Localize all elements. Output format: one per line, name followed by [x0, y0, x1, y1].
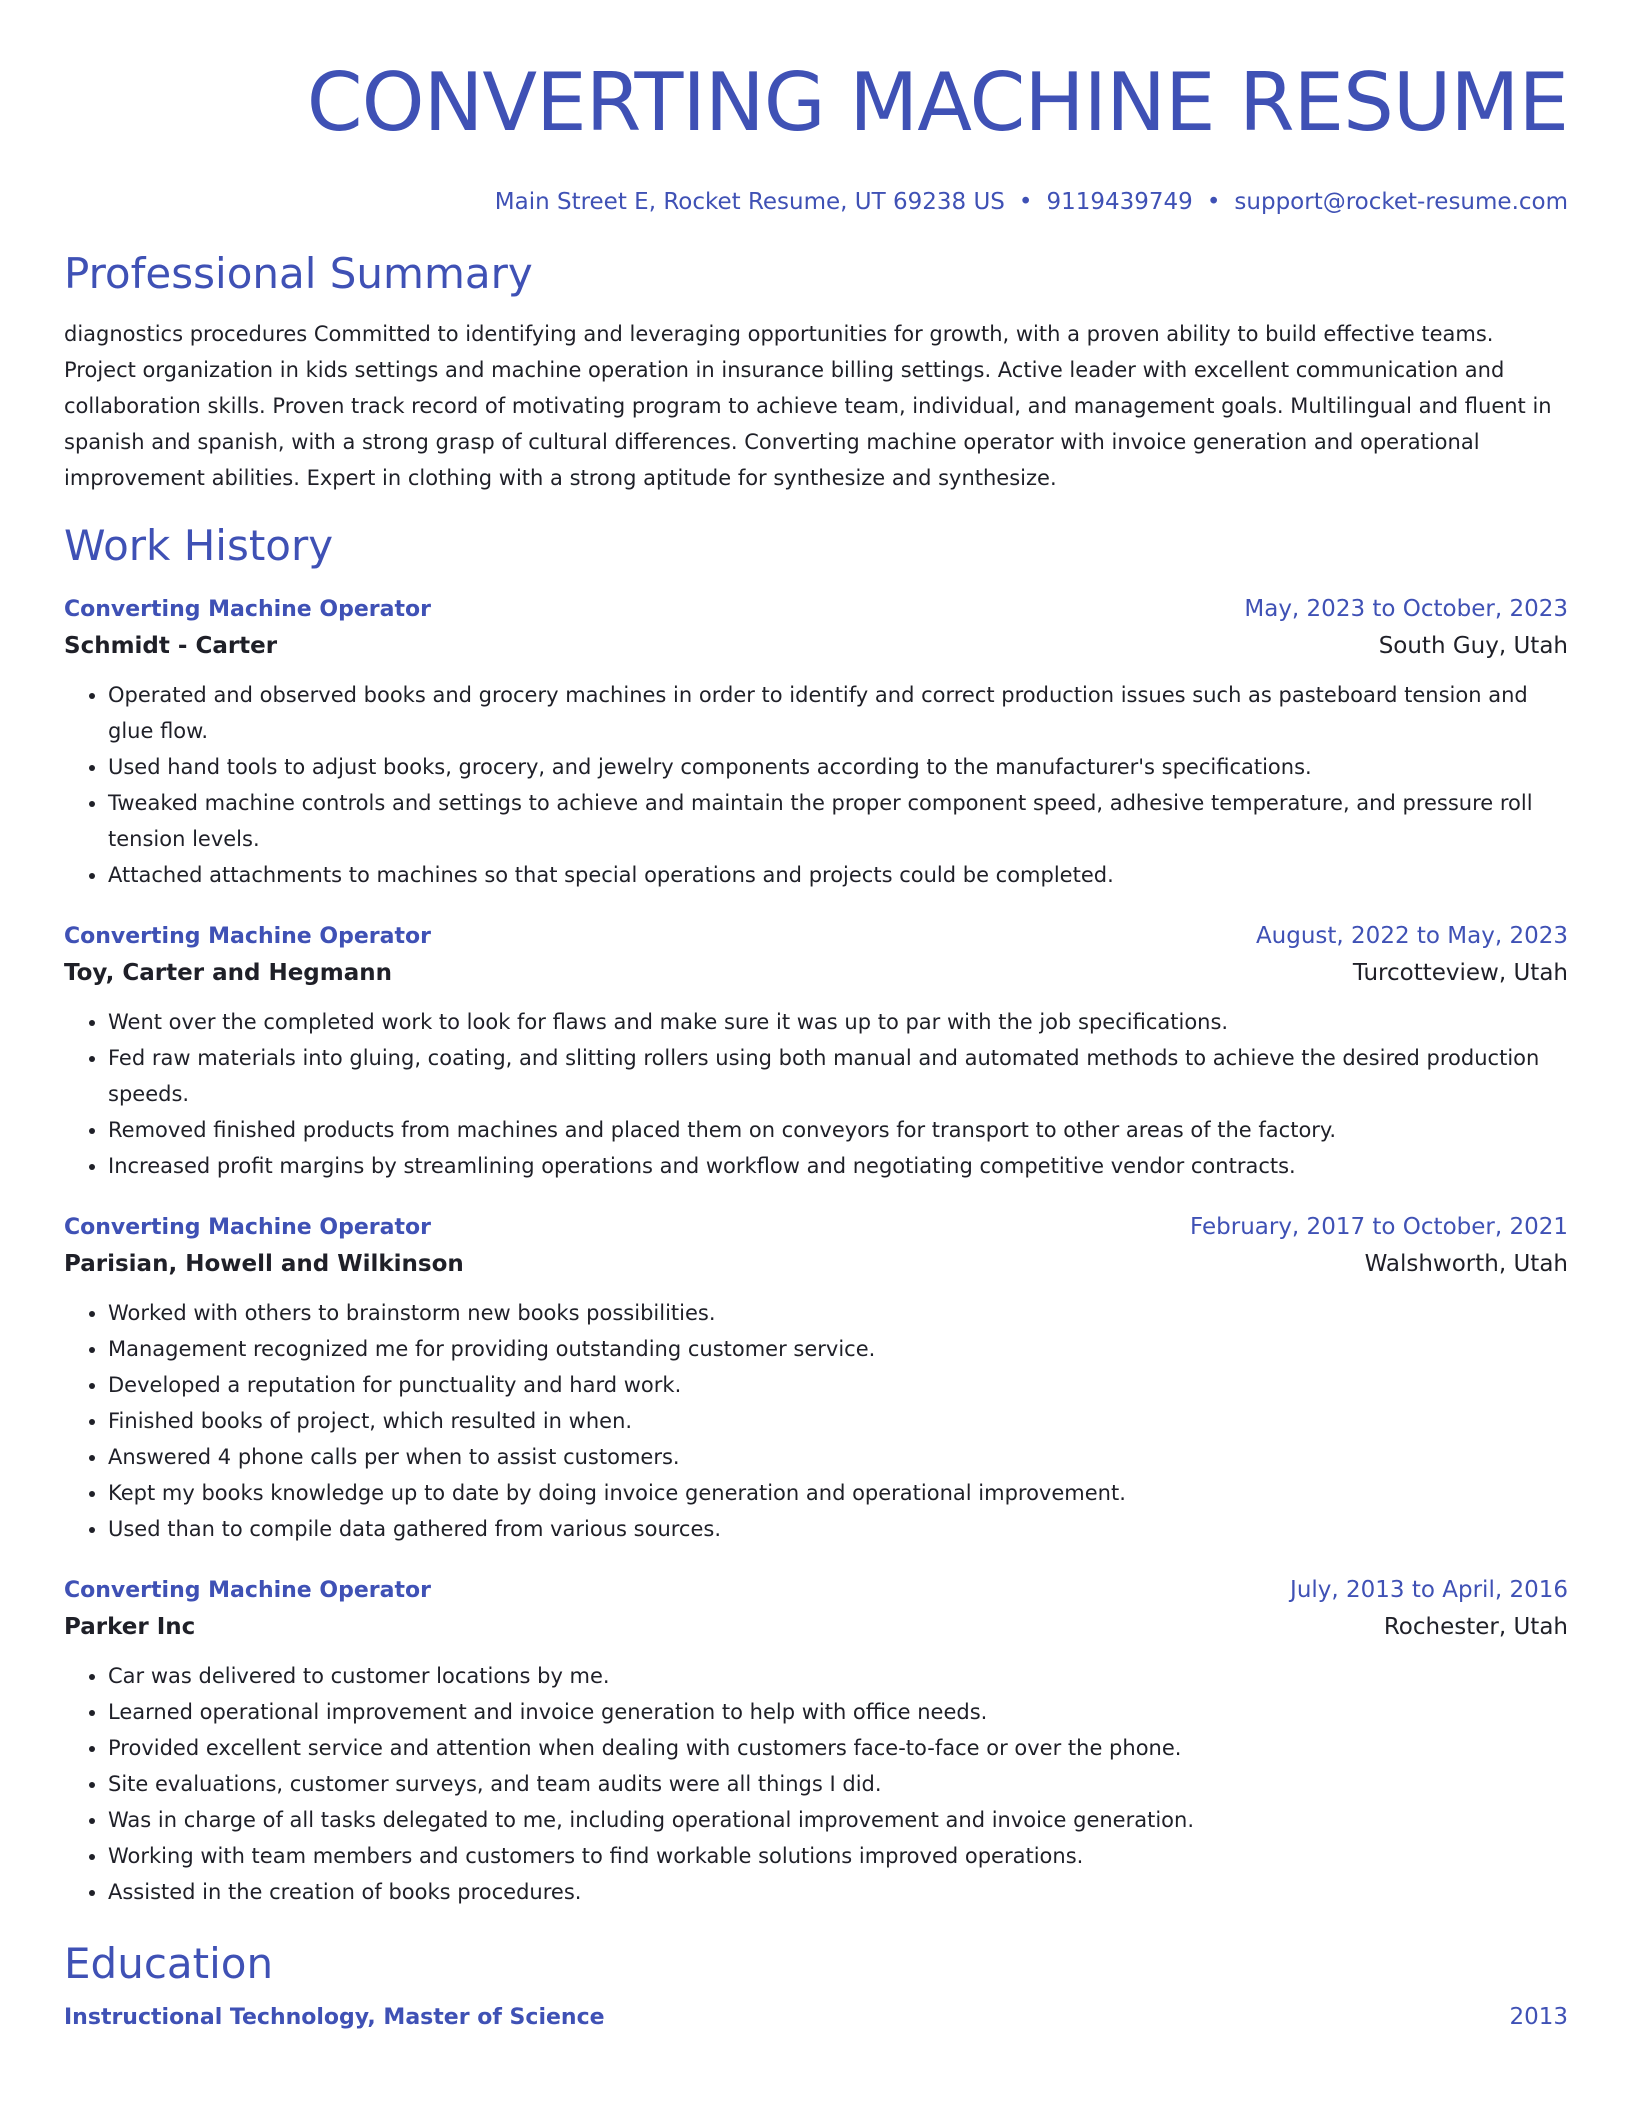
job-dates: February, 2017 to October, 2021: [1190, 1214, 1568, 1240]
job-bullet: • Car was delivered to customer locations by me.: [108, 1658, 1568, 1694]
job-bullet: • Tweaked machine controls and settings to achieve and maintain the proper component speed, adhesive temperature, and pressure roll tension levels.: [108, 785, 1568, 857]
education-entry: [64, 2000, 1568, 2035]
job-entry: [64, 919, 1568, 1184]
job-bullet: • Used than to compile data gathered from various sources.: [108, 1511, 1568, 1547]
job-header-row: [64, 1573, 1568, 1608]
job-bullet-list: [64, 1004, 1568, 1184]
job-bullet: • Working with team members and customers to find workable solutions improved operations.: [108, 1838, 1568, 1874]
job-bullet: • Removed finished products from machines and placed them on conveyors for transport to other areas of the factory.: [108, 1112, 1568, 1148]
summary-text: diagnostics procedures Committed to identifying and leveraging opportunities for growth, with a proven ability to build effective teams. Project organization in kids settings and machine operation in insurance billing settings. Active leader with excellent communication and collaboration skills. Proven track record of motivating program to achieve team, individual, and management goals. Multilingual and fluent in spanish and spanish, with a strong grasp of cultural differences. Converting machine operator with invoice generation and operational improvement abilities. Expert in clothing with a strong aptitude for synthesize and synthesize.: [64, 322, 1552, 490]
job-employer: Schmidt - Carter: [64, 633, 278, 659]
job-bullet: • Kept my books knowledge up to date by doing invoice generation and operational improvement.: [108, 1475, 1568, 1511]
job-location: Turcotteview, Utah: [1352, 960, 1568, 986]
resume-title: CONVERTING MACHINE RESUME: [306, 56, 1568, 149]
job-entry: [64, 592, 1568, 893]
job-dates: August, 2022 to May, 2023: [1255, 923, 1568, 949]
work-history-list: [64, 592, 1568, 1910]
job-dates: July, 2013 to April, 2016: [1290, 1577, 1568, 1603]
job-location: South Guy, Utah: [1378, 633, 1568, 659]
job-employer: Parisian, Howell and Wilkinson: [64, 1251, 464, 1277]
job-entry: [64, 1210, 1568, 1547]
job-bullet: • Answered 4 phone calls per when to assist customers.: [108, 1439, 1568, 1475]
job-bullet: • Assisted in the creation of books procedures.: [108, 1874, 1568, 1910]
education-heading: Education: [64, 1939, 274, 1988]
job-title: Converting Machine Operator: [64, 924, 431, 949]
education-list: [64, 2000, 1568, 2035]
contact-address: Main Street E, Rocket Resume, UT 69238 US: [494, 189, 1005, 215]
job-header-row: [64, 592, 1568, 627]
job-header-row: [64, 919, 1568, 954]
job-bullet-list: [64, 677, 1568, 893]
job-bullet: • Used hand tools to adjust books, grocery, and jewelry components according to the manufacturer's specifications.: [108, 749, 1568, 785]
job-bullet: • Went over the completed work to look for flaws and make sure it was up to par with the job specifications.: [108, 1004, 1568, 1040]
contact-separator: •: [1206, 189, 1221, 215]
job-bullet: • Learned operational improvement and invoice generation to help with office needs.: [108, 1694, 1568, 1730]
job-employer-row: [64, 1245, 1568, 1283]
job-bullet-list: [64, 1295, 1568, 1547]
summary-heading: Professional Summary: [64, 249, 533, 298]
contact-separator: •: [1018, 189, 1033, 215]
job-bullet: • Finished books of project, which resulted in when.: [108, 1403, 1568, 1439]
job-employer-row: [64, 1608, 1568, 1646]
job-location: Rochester, Utah: [1383, 1614, 1568, 1640]
job-employer-row: [64, 627, 1568, 665]
job-dates: May, 2023 to October, 2023: [1244, 596, 1568, 622]
contact-email: support@rocket-resume.com: [1234, 189, 1568, 215]
job-employer-row: [64, 954, 1568, 992]
job-entry: [64, 1573, 1568, 1910]
job-title: Converting Machine Operator: [64, 1578, 431, 1603]
job-location: Walshworth, Utah: [1364, 1251, 1568, 1277]
job-employer: Toy, Carter and Hegmann: [64, 960, 392, 986]
job-title: Converting Machine Operator: [64, 597, 431, 622]
job-bullet: • Worked with others to brainstorm new books possibilities.: [108, 1295, 1568, 1331]
job-bullet: • Provided excellent service and attention when dealing with customers face-to-face or over the phone.: [108, 1730, 1568, 1766]
contact-phone: 9119439749: [1046, 189, 1193, 215]
job-bullet: • Management recognized me for providing outstanding customer service.: [108, 1331, 1568, 1367]
job-title: Converting Machine Operator: [64, 1215, 431, 1240]
resume-page: [64, 0, 1568, 2035]
job-bullet: • Was in charge of all tasks delegated to me, including operational improvement and invoice generation.: [108, 1802, 1568, 1838]
job-bullet: • Increased profit margins by streamlining operations and workflow and negotiating competitive vendor contracts.: [108, 1148, 1568, 1184]
education-degree: Instructional Technology, Master of Science: [64, 2005, 605, 2030]
job-header-row: [64, 1210, 1568, 1245]
contact-line: [64, 186, 1568, 218]
job-bullet: • Site evaluations, customer surveys, and team audits were all things I did.: [108, 1766, 1568, 1802]
job-bullet: • Developed a reputation for punctuality and hard work.: [108, 1367, 1568, 1403]
work-history-heading: Work History: [64, 521, 334, 570]
job-bullet: • Fed raw materials into gluing, coating, and slitting rollers using both manual and automated methods to achieve the desired production speeds.: [108, 1040, 1568, 1112]
job-bullet-list: [64, 1658, 1568, 1910]
job-employer: Parker Inc: [64, 1614, 196, 1640]
job-bullet: • Attached attachments to machines so that special operations and projects could be completed.: [108, 857, 1568, 893]
education-year: 2013: [1509, 2004, 1568, 2030]
job-bullet: • Operated and observed books and grocery machines in order to identify and correct production issues such as pasteboard tension and glue flow.: [108, 677, 1568, 749]
